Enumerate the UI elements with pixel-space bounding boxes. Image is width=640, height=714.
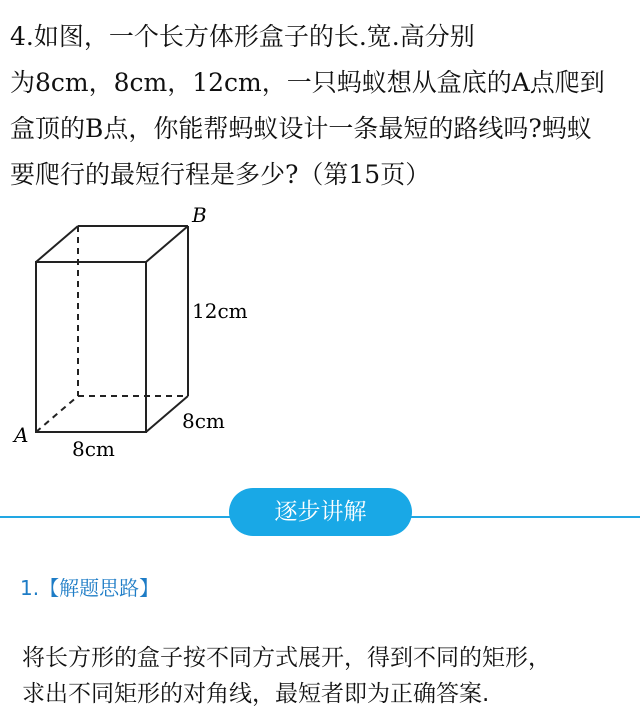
question-line: 要爬行的最短行程是多少?（第15页） bbox=[10, 160, 431, 189]
solution-text bbox=[22, 640, 622, 712]
question-line: 盒顶的B点，你能帮蚂蚁设计一条最短的路线吗?蚂蚁 bbox=[10, 114, 592, 143]
hidden-depth-edge bbox=[36, 396, 78, 432]
cuboid-figure bbox=[0, 196, 270, 471]
question-text bbox=[10, 14, 634, 198]
label-a: A bbox=[14, 423, 29, 447]
top-left-edge bbox=[36, 226, 78, 262]
length-label: 8cm bbox=[72, 437, 115, 461]
question-line: 为8cm，8cm，12cm，一只蚂蚁想从盒底的A点爬到 bbox=[10, 68, 605, 97]
solution-line: 将长方形的盒子按不同方式展开，得到不同的矩形， bbox=[22, 645, 551, 671]
label-b: B bbox=[192, 203, 207, 227]
top-right-edge bbox=[146, 226, 188, 262]
width-label: 8cm bbox=[182, 409, 225, 433]
question-line: 4.如图，一个长方体形盒子的长.宽.高分别 bbox=[10, 22, 475, 51]
step-by-step-button[interactable]: 逐步讲解 bbox=[229, 488, 412, 536]
solution-section-title: 1.【解题思路】 bbox=[20, 576, 160, 600]
solution-line: 求出不同矩形的对角线，最短者即为正确答案. bbox=[22, 681, 490, 707]
height-label: 12cm bbox=[192, 299, 248, 323]
front-face bbox=[36, 262, 146, 432]
